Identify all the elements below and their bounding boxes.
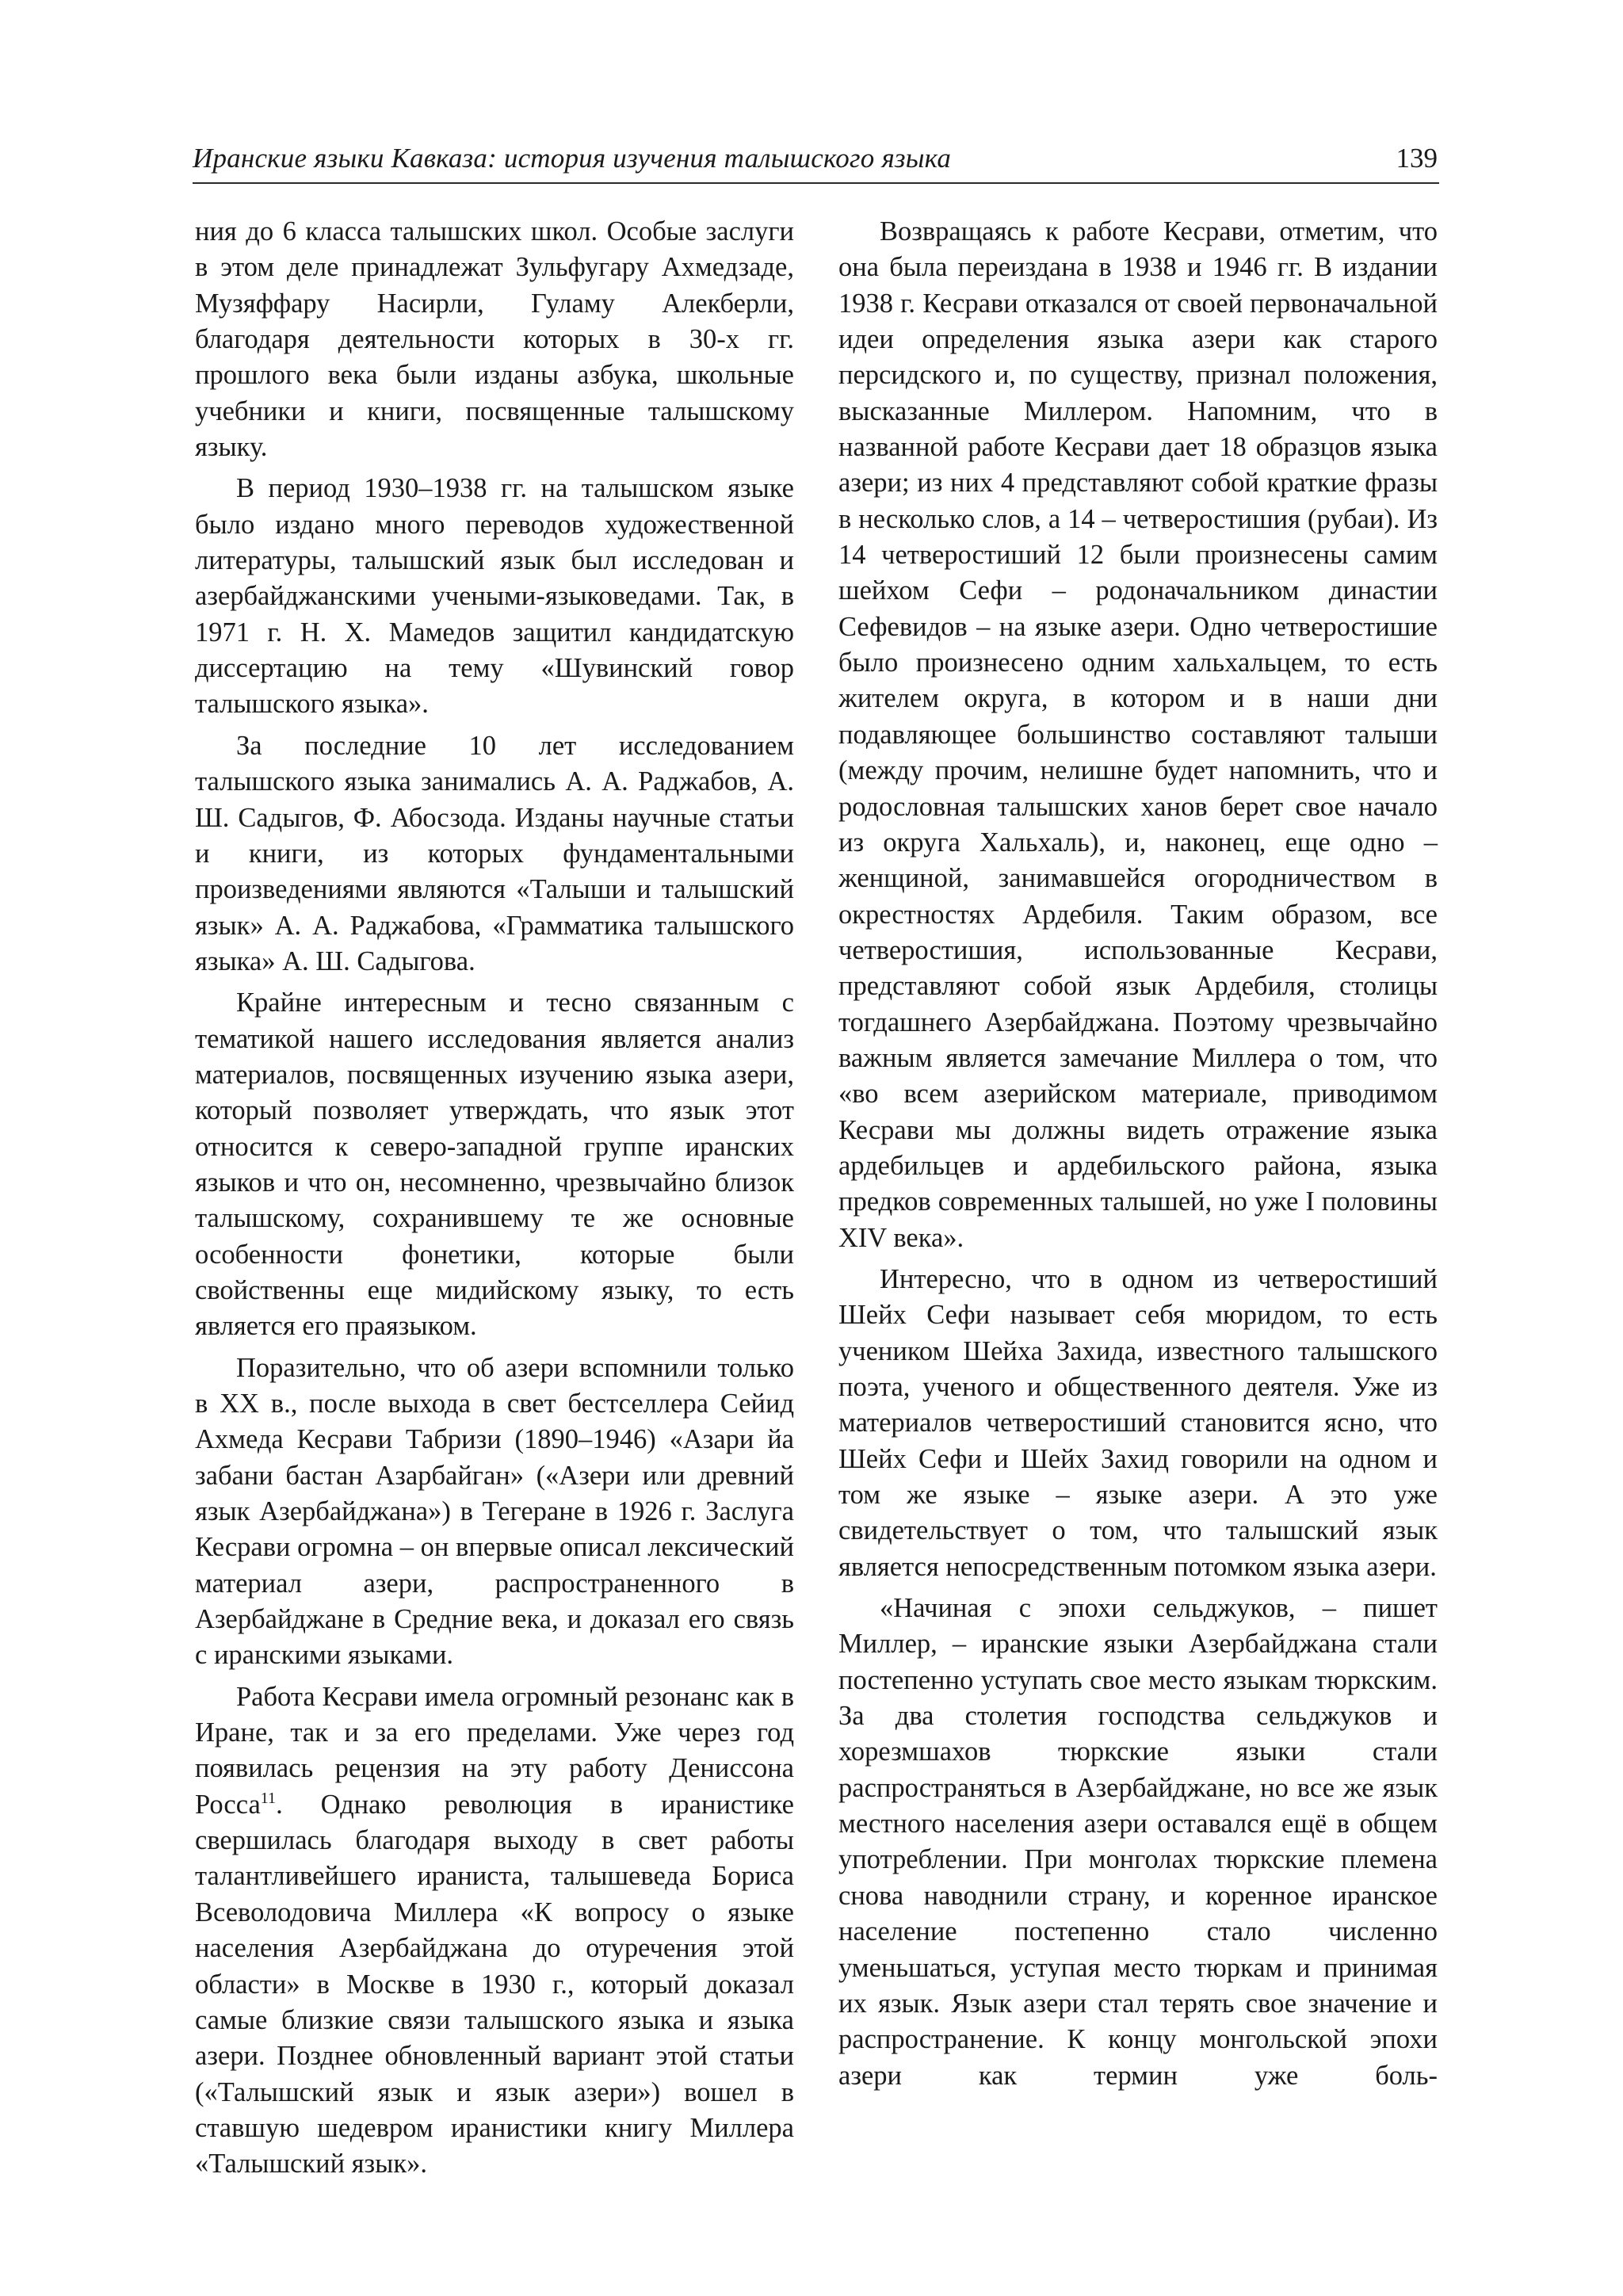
paragraph: Поразительно, что об азери вспомнили только в XX в., после выхода в свет бестселлера Сейид Ахмеда Кесрави Табризи (1890–1946) «Азари йа забани бастан Азарбайган» («Азери или древний язык Азербайджана») в Тегеране в 1926 г. Заслуга Кесрави огромна – он впервые описал лексический материал азери, распространенного в Азербайджане в Средние века, и доказал его связь с иранскими языками. <box>195 1352 794 1671</box>
paragraph: Крайне интересным и тесно связанным с тематикой нашего исследования является анализ материалов, посвященных изучению языка азери, который позволяет утверждать, что язык этот относится к северо-западной группе иранских языков и что он, несомненно, чрезвычайно близок талышскому, сохранившему те же основные особенности фонетики, которые были свойственны еще мидийскому языку, то есть является его праязыком. <box>195 988 794 1342</box>
paragraph-text: . Однако революция в иранистике свершилась благодаря выходу в свет работы талантливейшего ираниста, талышеведа Бориса Всеволодовича Миллера «К вопросу о языке населения Азербайджана до отуречения этой области» в Москве в 1930 г., который доказал самые близкие связи талышского языка и языка азери. Позднее обновленный вариант этой статьи («Талышский язык и язык азери») вошел в ставшую шедевром иранистики книгу Миллера «Талышский язык». <box>195 1789 794 2179</box>
paragraph: В период 1930–1938 гг. на талышском языке было издано много переводов художественной литературы, талышский язык был исследован и азербайджанскими учеными-языковедами. Так, в 1971 г. Н. Х. Мамедов защитил кандидатскую диссертацию на тему «Шувинский говор талышского языка». <box>195 473 794 720</box>
page-number: 139 <box>1396 143 1438 174</box>
paragraph <box>195 1679 794 2183</box>
paragraph: Интересно, что в одном из четверостиший Шейх Сефи называет себя мюридом, то есть учеником Шейха Захида, известного талышского поэта, ученого и общественного деятеля. Уже из материалов четверостиший становится ясно, что Шейх Сефи и Шейх Захид говорили на одном и том же языке – языке азери. А это уже свидетельствует о том, что талышский язык является непосредственным потомком языка азери. <box>838 1263 1438 1582</box>
running-title: Иранские языки Кавказа: история изучения талышского языка <box>193 143 952 174</box>
footnote-reference[interactable]: 11 <box>260 1789 277 1807</box>
paragraph: Возвращаясь к работе Кесрави, отметим, что она была переиздана в 1938 и 1946 гг. В издании 1938 г. Кесрави отказался от своей первоначальной идеи определения языка азери как старого персидского и, по существу, признал положения, высказанные Миллером. Напомним, что в названной работе Кесрави дает 18 образцов языка азери; из них 4 представляют собой краткие фразы в несколько слов, а 14 – четверостишия (рубаи). Из 14 четверостиший 12 были произнесены самим шейхом Сефи – родоначальником династии Сефевидов – на языке азери. Одно четверостишие было произнесено одним хальхальцем, то есть жителем округа, в котором и в наши дни подавляющее большинство составляют талыши (между прочим, нелишне будет напомнить, что и родословная талышских ханов берет свое начало из округа Хальхаль), и, наконец, еще одно – женщиной, занимавшейся огородничеством в окрестностях Ардебиля. Таким образом, все четверостишия, использованные Кесрави, представляют собой язык Ардебиля, столицы тогдашнего Азербайджана. Поэтому чрезвычайно важным является замечание Миллера о том, что «во всем азерийском материале, приводимом Кесрави мы должны видеть отражение языка ардебильцев и ардебильского района, языка предков современных талышей, но уже I половины XIV века». <box>838 216 1438 1253</box>
paragraph: «Начиная с эпохи сельджуков, – пишет Миллер, – иранские языки Азербайджана стали постепенно уступать свое место языкам тюркским. За два столетия господства сельджуков и хорезмшахов тюркские языки стали распространяться в Азербайджане, но все же язык местного населения азери оставался ещё в общем употреблении. При монголах тюркские племена снова наводнили страну, и коренное иранское население постепенно стало численно уменьшаться, уступая место тюркам и принимая их язык. Язык азери стал терять свое значение и распространение. К концу монгольской эпохи азери как термин уже боль- <box>838 1593 1438 2091</box>
left-column <box>195 214 794 2188</box>
right-column <box>838 214 1438 2099</box>
paragraph: ния до 6 класса талышских школ. Особые заслуги в этом деле принадлежат Зульфугару Ахмедзаде, Музяффару Насирли, Гуламу Алекберли, благодаря деятельности которых в 30-х гг. прошлого века были изданы азбука, школьные учебники и книги, посвященные талышскому языку. <box>195 216 794 463</box>
paragraph-text: Работа Кесрави имела огромный резонанс как в Иране, так и за его пределами. Уже через год появилась рецензия на эту работу Дениссона Росса <box>195 1681 794 1820</box>
paragraph: За последние 10 лет исследованием талышского языка занимались А. А. Раджабов, А. Ш. Садыгов, Ф. Абосзода. Изданы научные статьи и книги, из которых фундаментальными произведениями являются «Талыши и талышский язык» А. А. Раджабова, «Грамматика талышского языка» А. Ш. Садыгова. <box>195 730 794 976</box>
running-header <box>193 133 1439 184</box>
